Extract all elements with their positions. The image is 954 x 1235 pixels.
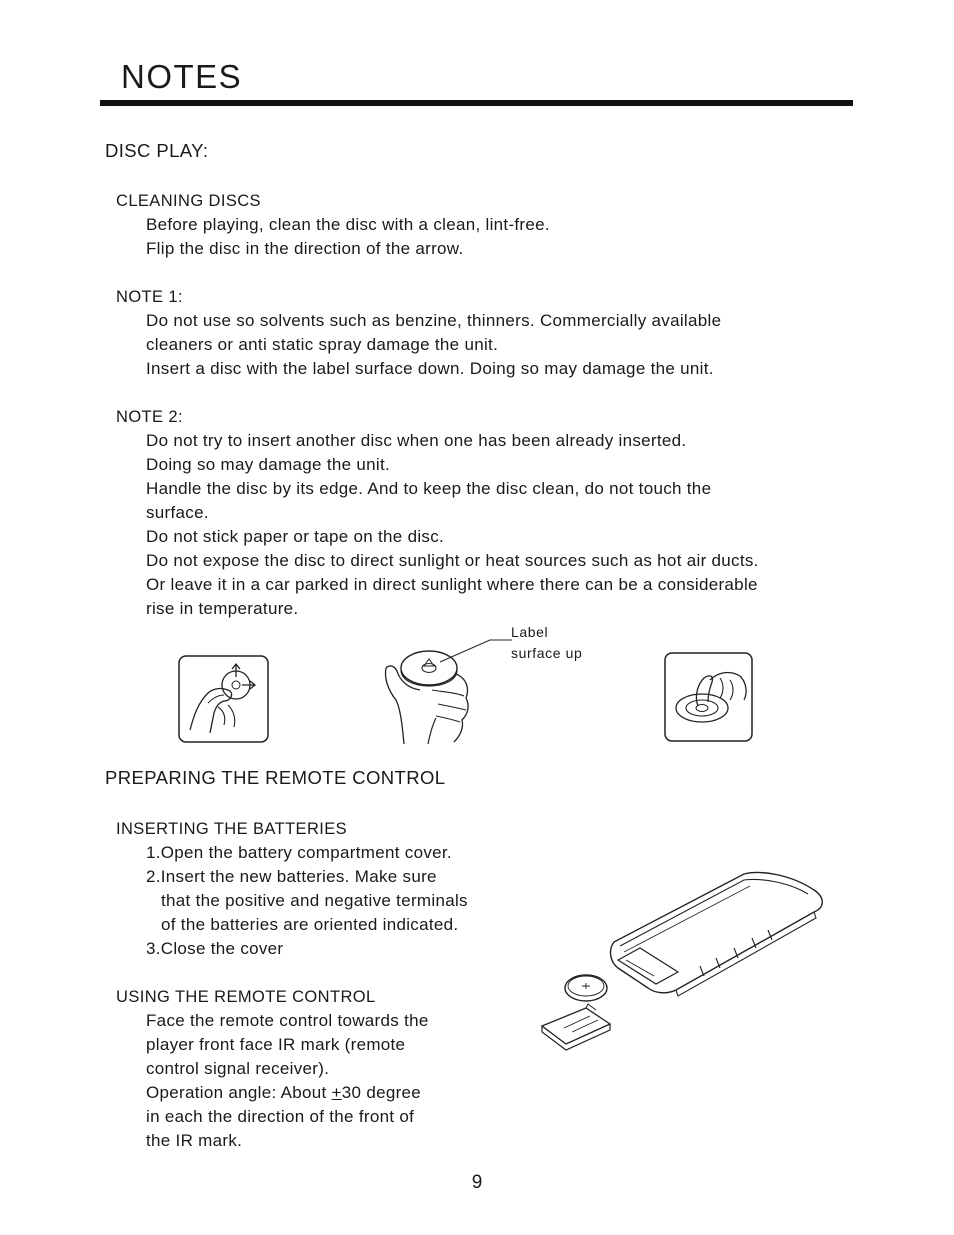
text-line: Handle the disc by its edge. And to keep the disc clean, do not touch the (146, 479, 712, 498)
text-line: Do not use so solvents such as benzine, thinners. Commercially available (146, 311, 722, 330)
text-line: Doing so may damage the unit. (146, 455, 391, 474)
text-line: 2.Insert the new batteries. Make sure (146, 867, 437, 886)
note2-heading: NOTE 2: (116, 408, 183, 426)
note1-heading: NOTE 1: (116, 288, 183, 306)
note1-text (146, 309, 721, 381)
label-surface-up-caption (511, 622, 582, 664)
note2-text (146, 429, 759, 621)
text-line: Face the remote control towards the (146, 1011, 429, 1030)
text-line: of the batteries are oriented indicated. (161, 915, 459, 934)
inserting-batteries-heading: INSERTING THE BATTERIES (116, 820, 348, 838)
using-remote-heading: USING THE REMOTE CONTROL (116, 988, 376, 1006)
text-line: control signal receiver). (146, 1059, 330, 1078)
plus-minus-sign: + (331, 1083, 342, 1102)
text-line: Do not expose the disc to direct sunlight or heat sources such as hot air ducts. (146, 551, 759, 570)
page-number: 9 (471, 1172, 483, 1193)
remote-battery-illustration (538, 868, 828, 1050)
text-line: Flip the disc in the direction of the arrow. (146, 239, 464, 258)
caption-line: Label (511, 624, 549, 640)
page-title: NOTES (121, 58, 243, 95)
text-line: Insert a disc with the label surface down. Doing so may damage the unit. (146, 359, 714, 378)
text-line: the IR mark. (146, 1131, 243, 1150)
text-line: surface. (146, 503, 209, 522)
text-line: 3.Close the cover (146, 939, 284, 958)
text-line: that the positive and negative terminals (161, 891, 468, 910)
angle-suffix: 30 degree (341, 1083, 422, 1102)
press-disc-illustration (664, 652, 754, 742)
text-line: Do not try to insert another disc when one has been already inserted. (146, 431, 687, 450)
inserting-batteries-text (146, 841, 468, 961)
text-line: rise in temperature. (146, 599, 299, 618)
disc-play-heading: DISC PLAY: (105, 140, 209, 161)
text-line: cleaners or anti static spray damage the unit. (146, 335, 499, 354)
angle-prefix: Operation angle: About (146, 1083, 332, 1102)
remote-heading: PREPARING THE REMOTE CONTROL (105, 767, 446, 788)
text-line: Before playing, clean the disc with a clean, lint-free. (146, 215, 550, 234)
text-line: in each the direction of the front of (146, 1107, 415, 1126)
wipe-disc-illustration (178, 655, 270, 743)
text-line: 1.Open the battery compartment cover. (146, 843, 452, 862)
caption-line: surface up (511, 645, 583, 661)
label-leader-line (440, 638, 512, 664)
cleaning-discs-heading: CLEANING DISCS (116, 192, 261, 210)
text-line: Or leave it in a car parked in direct sunlight where there can be a considerable (146, 575, 758, 594)
title-rule (100, 100, 853, 106)
using-remote-text (146, 1009, 429, 1153)
cleaning-discs-text (146, 213, 550, 261)
text-line: player front face IR mark (remote (146, 1035, 406, 1054)
text-line: Do not stick paper or tape on the disc. (146, 527, 445, 546)
operation-angle-line (146, 1081, 429, 1105)
